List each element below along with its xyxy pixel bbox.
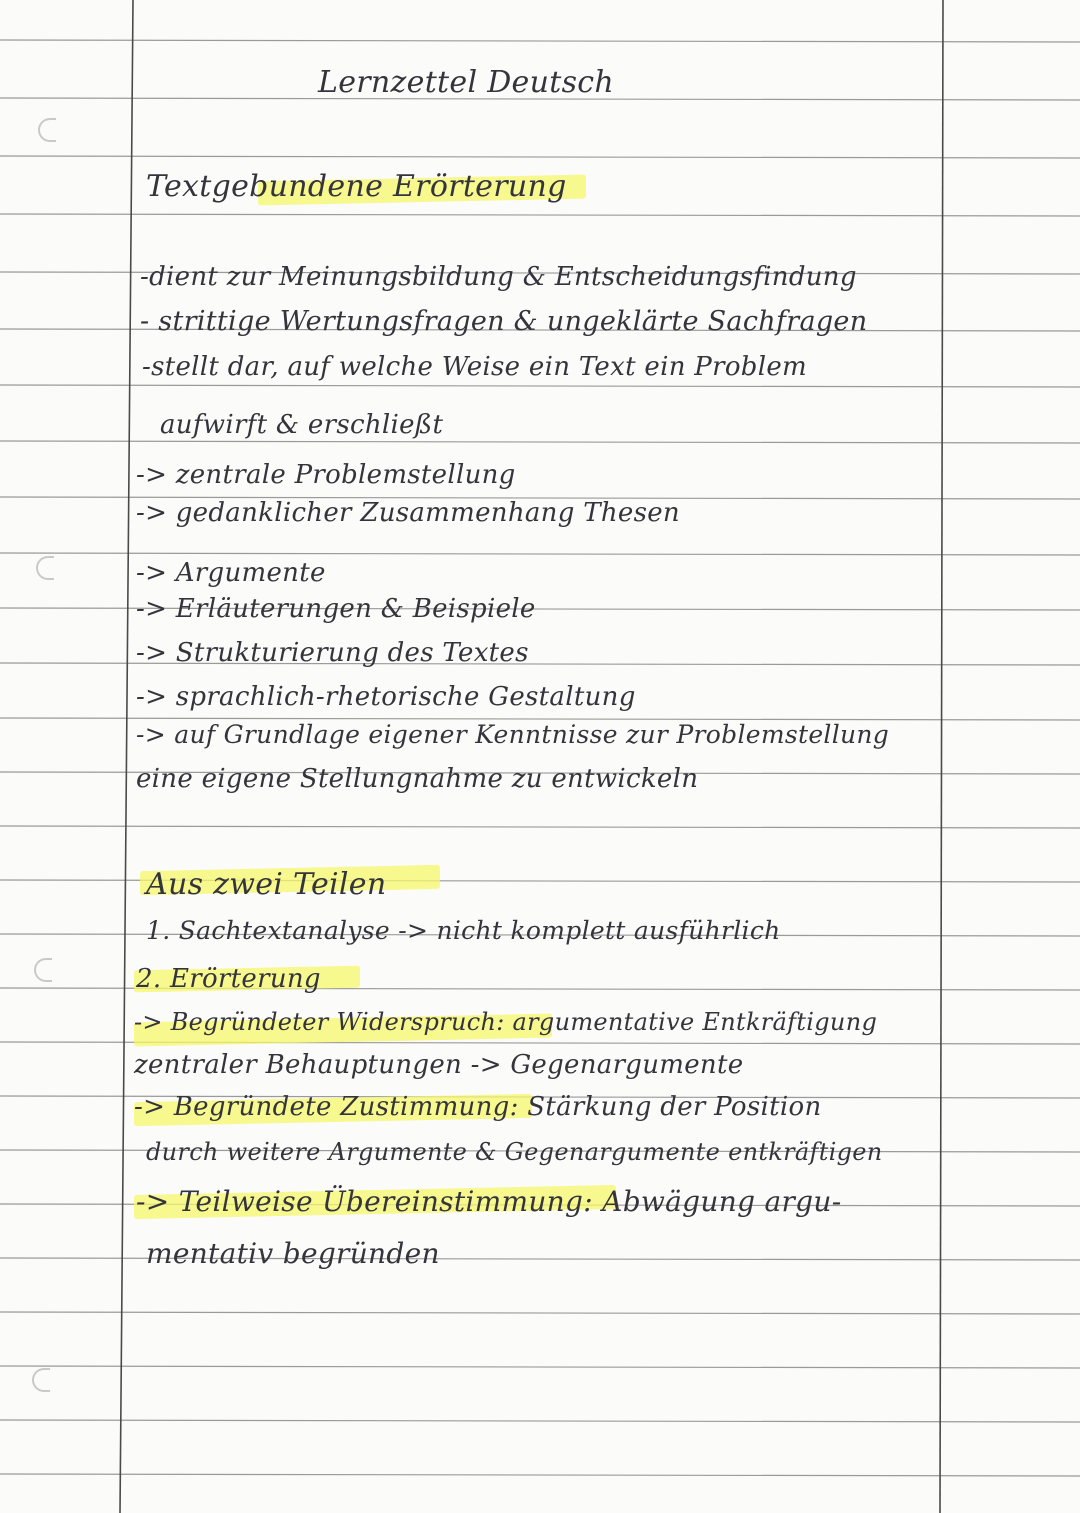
punch-hole — [36, 556, 54, 580]
note-line: zentraler Behauptungen -> Gegenargumente — [134, 1050, 744, 1080]
note-line: -dient zur Meinungsbildung & Entscheidungsfindung — [140, 262, 857, 292]
note-line: -> Erläuterungen & Beispiele — [136, 594, 536, 624]
note-line: eine eigene Stellungnahme zu entwickeln — [136, 764, 699, 794]
punch-hole — [38, 118, 56, 142]
note-line: -> Strukturierung des Textes — [136, 638, 529, 668]
note-line: aufwirft & erschließt — [160, 410, 444, 440]
note-line: -> Begründete Zustimmung: Stärkung der Position — [134, 1092, 822, 1122]
page-title: Lernzettel Deutsch — [318, 65, 614, 100]
note-line: -> Teilweise Übereinstimmung: Abwägung argu- — [136, 1185, 842, 1218]
note-line: -> sprachlich-rhetorische Gestaltung — [136, 682, 636, 712]
note-line: - strittige Wertungsfragen & ungeklärte Sachfragen — [140, 306, 868, 337]
note-line: -> Argumente — [136, 558, 326, 588]
note-line: -stellt dar, auf welche Weise ein Text ein Problem — [142, 352, 807, 382]
section-heading: Aus zwei Teilen — [146, 867, 387, 902]
section-heading: Textgebundene Erörterung — [146, 169, 567, 204]
note-line: mentativ begründen — [146, 1237, 440, 1270]
note-line: 1. Sachtextanalyse -> nicht komplett ausführlich — [146, 916, 781, 945]
note-line: -> auf Grundlage eigener Kenntnisse zur Problemstellung — [136, 720, 890, 749]
note-line: -> gedanklicher Zusammenhang Thesen — [136, 498, 680, 528]
note-line: durch weitere Argumente & Gegenargumente entkräftigen — [146, 1138, 883, 1166]
punch-hole — [34, 958, 52, 982]
note-line: -> zentrale Problemstellung — [136, 460, 516, 490]
note-line: 2. Erörterung — [136, 964, 321, 994]
note-line: -> Begründeter Widerspruch: argumentative Entkräftigung — [134, 1008, 878, 1036]
punch-hole — [32, 1368, 50, 1392]
